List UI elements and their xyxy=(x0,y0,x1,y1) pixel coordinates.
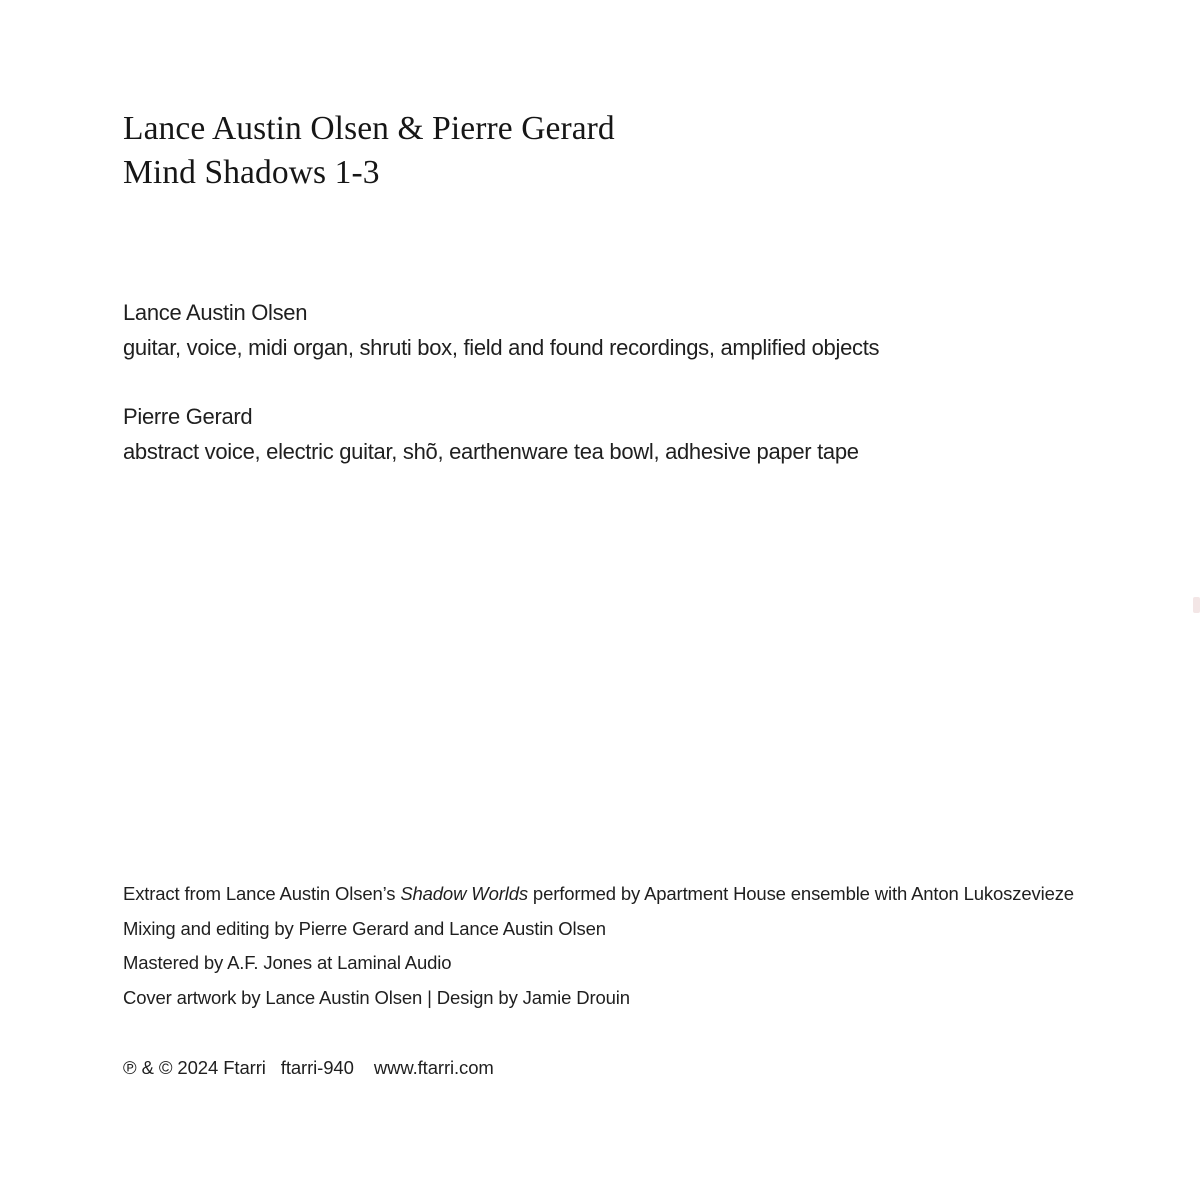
extract-credit-line xyxy=(123,877,1074,912)
catalog-number: ftarri-940 xyxy=(280,1057,354,1078)
performer-instruments: guitar, voice, midi organ, shruti box, field and found recordings, amplified objects xyxy=(123,335,880,360)
copyright-notice: ℗ & © 2024 Ftarri xyxy=(123,1057,266,1078)
performer-credit-lance xyxy=(123,295,879,365)
label-website: www.ftarri.com xyxy=(373,1057,494,1078)
extract-credit-suffix: performed by Apartment House ensemble with Anton Lukoszevieze xyxy=(527,883,1074,904)
print-edge-artifact xyxy=(1193,597,1200,613)
performer-instruments: abstract voice, electric guitar, shõ, earthenware tea bowl, adhesive paper tape xyxy=(123,439,859,464)
production-notes xyxy=(123,877,1074,1016)
mixing-credit-line: Mixing and editing by Pierre Gerard and Lance Austin Olsen xyxy=(123,917,606,939)
performer-name: Lance Austin Olsen xyxy=(123,300,308,325)
artwork-credit-line: Cover artwork by Lance Austin Olsen | Design by Jamie Drouin xyxy=(123,987,630,1009)
label-footer xyxy=(123,1057,494,1079)
album-name: Mind Shadows 1-3 xyxy=(123,154,380,191)
album-title-block xyxy=(123,107,615,195)
performer-credit-pierre xyxy=(123,399,859,469)
album-artists: Lance Austin Olsen & Pierre Gerard xyxy=(123,110,615,147)
mastering-credit-line: Mastered by A.F. Jones at Laminal Audio xyxy=(123,952,452,974)
performer-name: Pierre Gerard xyxy=(123,404,253,429)
extract-credit-prefix: Extract from Lance Austin Olsen’s xyxy=(123,883,401,904)
extract-work-title: Shadow Worlds xyxy=(400,883,528,904)
